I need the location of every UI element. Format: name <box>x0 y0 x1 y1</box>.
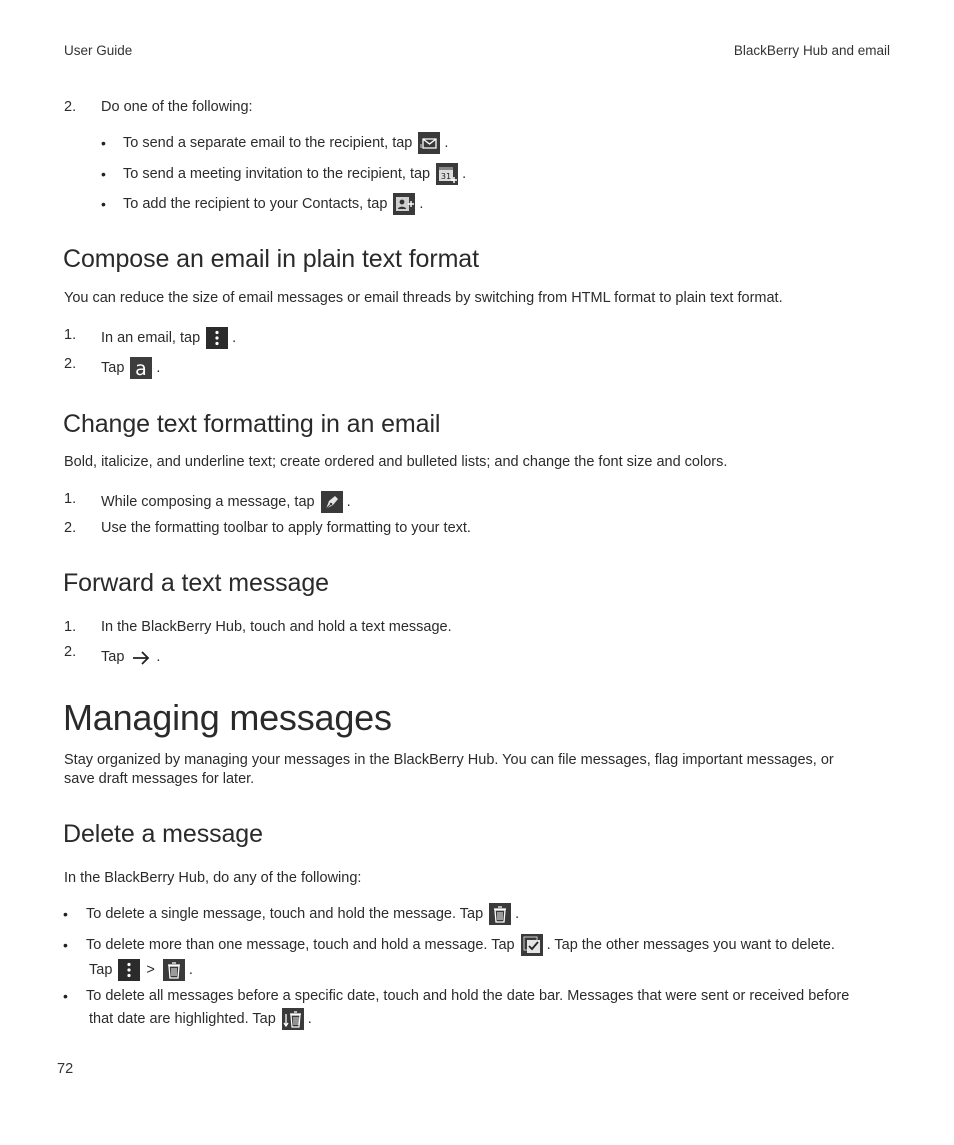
list-item-text: To delete all messages before a specific date, touch and hold the date bar. Messages that were sent or received before <box>86 987 850 1004</box>
step-number: 1. <box>64 619 77 635</box>
list-item-end: . <box>515 905 520 922</box>
step-text: While composing a message, tap <box>101 493 315 510</box>
step-text: Tap <box>101 359 125 376</box>
bullet: • <box>63 987 68 1004</box>
bullet: • <box>63 905 68 922</box>
list-item-rest: . Tap the other messages you want to delete. <box>546 936 835 953</box>
section-title: Delete a message <box>63 820 263 848</box>
list-item <box>101 162 466 186</box>
step <box>101 326 236 350</box>
list-item <box>63 986 849 1006</box>
list-item-continuation <box>89 1007 312 1031</box>
step-number: 1. <box>64 491 77 507</box>
step-number: 1. <box>64 327 77 343</box>
email-icon <box>418 132 440 154</box>
list-item <box>101 192 423 216</box>
chapter-title: Managing messages <box>63 697 392 738</box>
step-text: In the BlackBerry Hub, touch and hold a text message. <box>101 619 452 635</box>
step <box>101 490 351 514</box>
step <box>101 356 160 380</box>
step-text: In an email, tap <box>101 329 201 346</box>
page-number: 72 <box>57 1061 74 1077</box>
bullet: • <box>101 195 106 212</box>
list-item-text: To add the recipient to your Contacts, tap <box>123 195 388 212</box>
section-intro: In the BlackBerry Hub, do any of the following: <box>64 870 362 886</box>
step-end: . <box>156 648 161 665</box>
step-number: 2. <box>64 644 77 660</box>
chapter-description-line2: save draft messages for later. <box>64 771 255 787</box>
list-item <box>101 131 448 155</box>
pen-icon <box>321 491 343 513</box>
section-title: Compose an email in plain text format <box>63 245 479 273</box>
list-item-end: . <box>444 134 449 151</box>
bullet: • <box>63 936 68 953</box>
more-options-icon <box>118 959 140 981</box>
list-item-text: To delete a single message, touch and hold the message. Tap <box>86 905 484 922</box>
section-description: You can reduce the size of email messages or email threads by switching from HTML format to plain text format. <box>64 290 783 306</box>
step <box>101 645 160 669</box>
add-contact-icon <box>393 193 415 215</box>
list-item-end: . <box>462 165 467 182</box>
step-text: Do one of the following: <box>101 99 253 115</box>
list-item-end: . <box>188 961 193 978</box>
list-item-text-line2: that date are highlighted. Tap <box>89 1010 276 1027</box>
step-end: . <box>232 329 237 346</box>
svg-text:a: a <box>135 358 148 379</box>
step-end: . <box>346 493 351 510</box>
step-text: Tap <box>101 648 125 665</box>
step-end: . <box>156 359 161 376</box>
svg-text:31: 31 <box>441 172 452 181</box>
delete-prior-icon <box>282 1008 304 1030</box>
header-right: BlackBerry Hub and email <box>733 43 890 58</box>
forward-arrow-icon <box>130 646 152 668</box>
section-description: Bold, italicize, and underline text; create ordered and bulleted lists; and change the font size and colors. <box>64 454 728 470</box>
section-title: Forward a text message <box>63 569 329 597</box>
tap-label: Tap <box>89 961 113 978</box>
step-text: Use the formatting toolbar to apply formatting to your text. <box>101 520 471 536</box>
header-left: User Guide <box>64 43 133 58</box>
section-title: Change text formatting in an email <box>63 410 441 438</box>
calendar-icon <box>436 163 458 185</box>
step-number: 2. <box>64 520 77 536</box>
list-item-text: To send a meeting invitation to the recipient, tap <box>123 165 431 182</box>
select-more-icon <box>521 934 543 956</box>
list-item-end: . <box>419 195 424 212</box>
list-item <box>63 902 519 926</box>
bullet: • <box>101 165 106 182</box>
bullet: • <box>101 134 106 151</box>
list-item-text: To delete more than one message, touch and hold a message. Tap <box>86 936 515 953</box>
trash-icon <box>489 903 511 925</box>
chapter-description-line1: Stay organized by managing your messages in the BlackBerry Hub. You can file messages, flag important messages, or <box>64 752 834 768</box>
step-number: 2. <box>64 356 77 372</box>
list-item-continuation <box>89 958 193 982</box>
step-number: 2. <box>64 99 77 115</box>
list-item-end: . <box>307 1010 312 1027</box>
plain-text-icon <box>130 357 152 379</box>
trash-icon <box>163 959 185 981</box>
more-options-icon <box>206 327 228 349</box>
separator: > <box>146 961 155 978</box>
list-item-text: To send a separate email to the recipient, tap <box>123 134 413 151</box>
list-item <box>63 932 835 958</box>
